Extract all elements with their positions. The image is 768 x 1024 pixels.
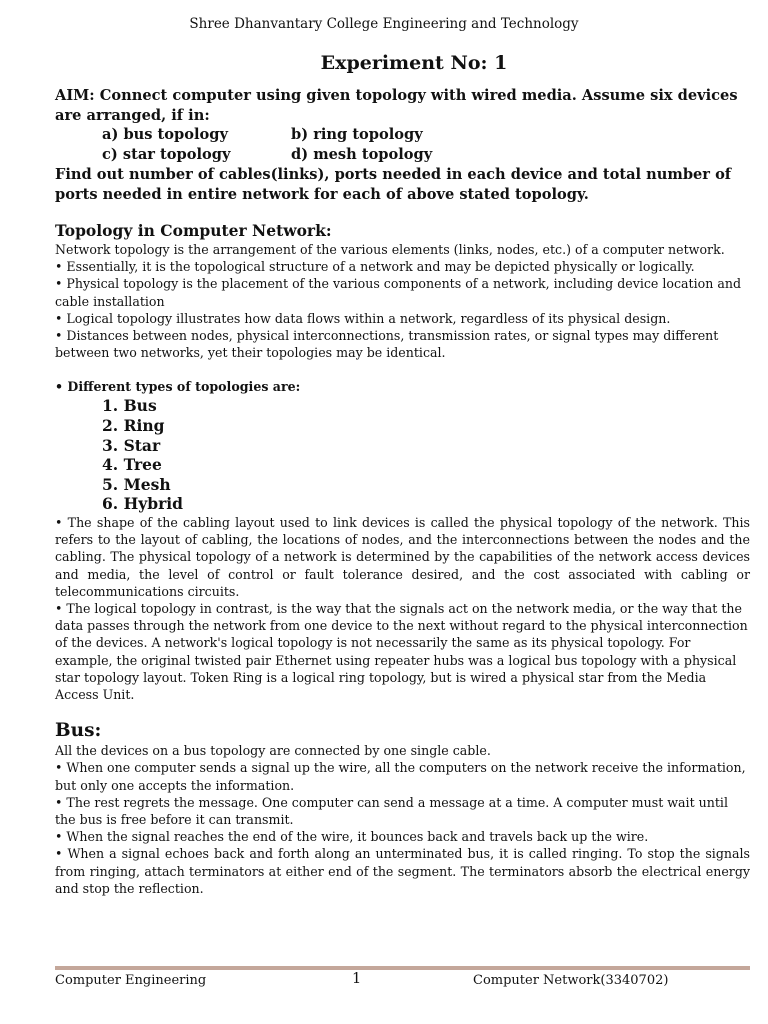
footer-subject: Computer Network(3340702) — [473, 973, 669, 988]
aim-options — [55, 125, 750, 165]
aim-options-row — [55, 125, 750, 145]
list-item: 1. Bus — [102, 396, 157, 416]
topology-paragraph: • Essentially, it is the topological structure of a network and may be depicted physically or logically. — [55, 259, 695, 275]
page-header: Shree Dhanvantary College Engineering and Technology — [189, 16, 579, 32]
list-item: 2. Ring — [102, 416, 165, 436]
document-body — [55, 86, 750, 897]
aim-options-row — [55, 145, 750, 165]
list-item: 6. Hybrid — [102, 494, 183, 514]
topology-paragraph: • Distances between nodes, physical interconnections, transmission rates, or signal types may different between two networks, yet their topologies may be identical. — [55, 328, 719, 361]
page-number: 1 — [352, 971, 362, 987]
option-star: c) star topology — [102, 146, 231, 163]
topology-paragraph: • Logical topology illustrates how data flows within a network, regardless of its physical design. — [55, 310, 671, 326]
aim-find-statement: Find out number of cables(links), ports needed in each device and total number of ports needed in entire network for each of above stated topology. — [55, 166, 732, 203]
experiment-title: Experiment No: 1 — [320, 52, 508, 74]
option-ring: b) ring topology — [291, 126, 423, 143]
physical-topology-paragraph: • The shape of the cabling layout used to link devices is called the physical topology of the network. This refers to the layout of cabling, the locations of nodes, and the interconnections between the nodes and the cabling. The physical topology of a network is determined by the capabilities of the network access devices and media, the level of control or fault tolerance desired, and the cost associated with cabling or telecommunications circuits. — [55, 514, 750, 599]
aim-statement: AIM: Connect computer using given topology with wired media. Assume six devices are arranged, if in: — [55, 87, 738, 124]
topology-paragraph: • Physical topology is the placement of the various components of a network, including device location and cable installation — [55, 276, 742, 309]
bus-paragraph: • When a signal echoes back and forth along an unterminated bus, it is called ringing. To stop the signals from ringing, attach terminators at either end of the segment. The terminators absorb the electrical energy and stop the reflection. — [55, 846, 750, 896]
option-bus: a) bus topology — [102, 126, 228, 143]
footer-divider — [55, 966, 750, 970]
topology-paragraph: Network topology is the arrangement of the various elements (links, nodes, etc.) of a computer network. — [55, 242, 725, 257]
option-mesh: d) mesh topology — [291, 146, 433, 163]
list-item: 5. Mesh — [102, 474, 171, 494]
footer-department: Computer Engineering — [55, 973, 207, 988]
topology-types-list — [55, 396, 750, 514]
list-item: 4. Tree — [102, 455, 162, 475]
logical-topology-paragraph: • The logical topology in contrast, is the way that the signals act on the network media, or the way that the data passes through the network from one device to the next without regard to the physical interconnection of the devices. A network's logical topology is not necessarily the same as its physical topology. For example, the original twisted pair Ethernet using repeater hubs was a logical bus topology with a physical star topology layout. Token Ring is a logical ring topology, but is wired a physical star from the Media Access Unit. — [55, 601, 748, 703]
bus-paragraph: • When one computer sends a signal up the wire, all the computers on the network receive the information, but only one accepts the information. — [55, 760, 746, 793]
bus-paragraph: All the devices on a bus topology are connected by one single cable. — [55, 743, 491, 759]
topology-heading: Topology in Computer Network: — [55, 221, 332, 240]
bus-heading: Bus: — [55, 720, 102, 742]
list-item: 3. Star — [102, 435, 161, 455]
bus-paragraph: • When the signal reaches the end of the wire, it bounces back and travels back up the wire. — [55, 829, 649, 845]
topology-types-heading: • Different types of topologies are: — [55, 379, 301, 395]
bus-paragraph: • The rest regrets the message. One computer can send a message at a time. A computer must wait until the bus is free before it can transmit. — [55, 794, 728, 828]
